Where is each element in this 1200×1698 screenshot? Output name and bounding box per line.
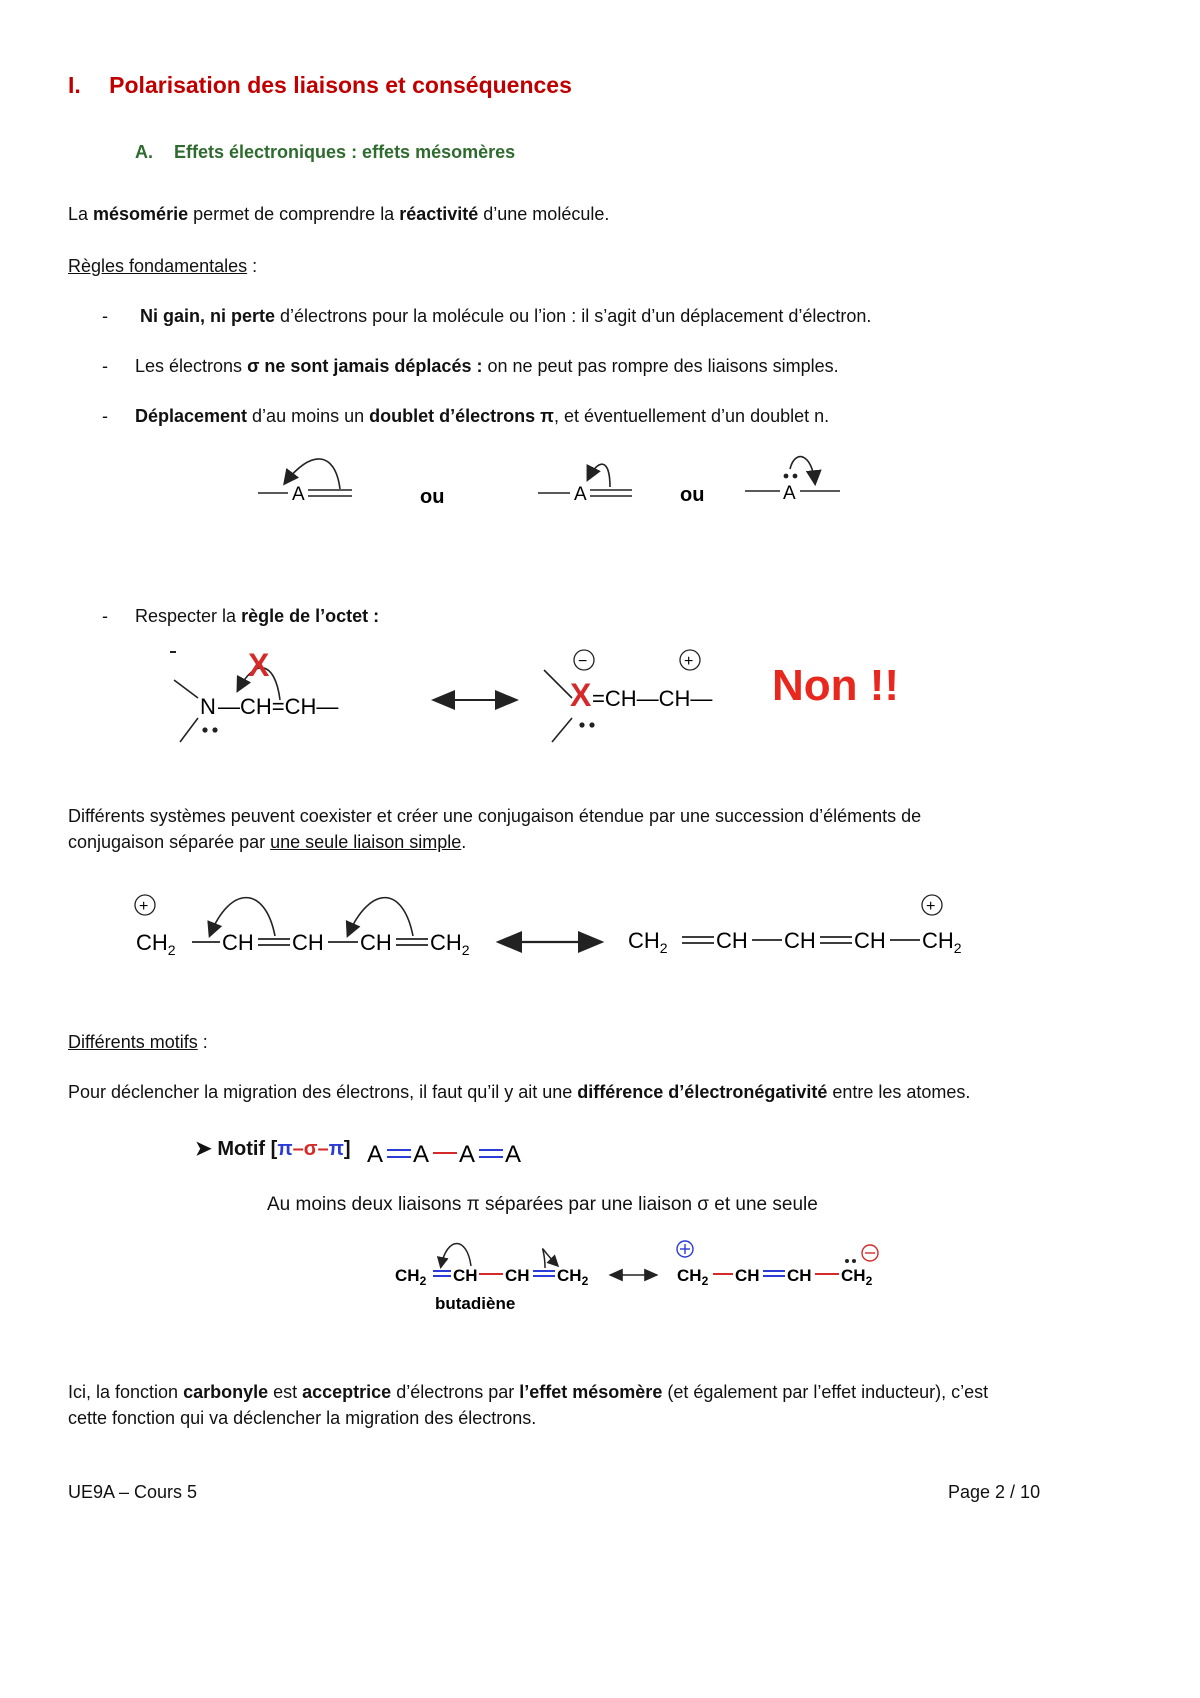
pattern-1 — [258, 459, 352, 505]
svg-text:CH2: $CH_2$ — [395, 1266, 427, 1288]
group-5: $CH_2$ — [922, 928, 962, 956]
nitrogen-label: N — [200, 694, 216, 719]
intro-paragraph: La mésomérie permet de comprendre la réactivité d’une molécule. — [68, 204, 610, 224]
svg-text:A: A — [459, 1141, 476, 1168]
svg-text:A: A — [505, 1141, 522, 1168]
rule-4: - Respecter la règle de l’octet : — [102, 606, 380, 626]
footer-course: UE9A – Cours 5 — [68, 1482, 198, 1502]
group-4: CH — [854, 928, 886, 953]
carbonyl-paragraph-line2: cette fonction qui va déclencher la migration des électrons. — [68, 1408, 537, 1428]
chain-right: =CH—CH— — [592, 686, 713, 711]
rule-1: - Ni gain, ni perte d’électrons pour la molécule ou l’ion : il s’agit d’un déplacement d’électron. — [102, 306, 872, 326]
svg-text:A: A — [413, 1141, 430, 1168]
chain-left: —CH=CH— — [218, 694, 339, 719]
svg-text:CH: CH — [505, 1266, 530, 1285]
svg-text:A: A — [367, 1141, 384, 1168]
group-5: $CH_2$ — [430, 930, 470, 958]
butadiene-resonance — [395, 1221, 955, 1316]
cross-mark-2: X — [570, 677, 592, 713]
rule-2: - Les électrons σ ne sont jamais déplacés : on ne peut pas rompre des liaisons simples. — [102, 356, 839, 376]
svg-text:CH2: $CH_2$ — [557, 1266, 589, 1288]
motif-formula — [365, 1136, 565, 1170]
minus-charge: − — [578, 653, 588, 670]
svg-text:CH: CH — [787, 1266, 812, 1285]
bullet-dash: - — [102, 356, 108, 376]
bullet-dash: - — [102, 606, 108, 626]
group-1: $CH_2$ — [136, 930, 176, 958]
butadiene-label: butadiène — [435, 1294, 516, 1313]
cross-mark-1: X — [248, 647, 270, 683]
figure-electron-shift-patterns — [240, 445, 860, 525]
group-3: CH — [292, 930, 324, 955]
right-structure — [544, 650, 712, 742]
or-label-1: ou — [420, 486, 445, 508]
arrow-bullet-icon: ➤ — [195, 1138, 212, 1160]
conjugation-paragraph-line1: Différents systèmes peuvent coexister et créer une conjugaison étendue par une succession d’éléments de — [68, 806, 922, 826]
motifs-title: Différents motifs : — [68, 1032, 208, 1052]
section-heading — [68, 72, 572, 99]
svg-text:CH: CH — [453, 1266, 478, 1285]
atom-label: A — [292, 484, 305, 505]
footer-page-number: Page 2 / 10 — [948, 1482, 1041, 1502]
non-label: Non !! — [772, 661, 900, 710]
bullet-dash: - — [102, 406, 108, 426]
group-2: CH — [222, 930, 254, 955]
svg-text:CH: CH — [735, 1266, 760, 1285]
svg-text:CH2: $CH_2$ — [677, 1266, 709, 1288]
section-number: I. — [68, 72, 81, 98]
motif-label: ➤ Motif [π–σ–π] — [195, 1138, 351, 1160]
plus-charge: + — [926, 898, 936, 915]
svg-text:A: A — [783, 483, 796, 504]
figure-extended-conjugation — [130, 880, 1080, 980]
plus-charge: + — [139, 898, 149, 915]
pattern-3 — [745, 457, 840, 504]
left-chain — [135, 895, 470, 958]
svg-text:CH2: $CH_2$ — [841, 1266, 873, 1288]
figure-octet-rule — [160, 640, 960, 750]
group-1: $CH_2$ — [628, 928, 668, 956]
bullet-dash: - — [102, 306, 108, 326]
svg-text:A: A — [574, 484, 587, 505]
motif-description: Au moins deux liaisons π séparées par une liaison σ et une seule — [267, 1194, 818, 1215]
carbonyl-paragraph-line1: Ici, la fonction carbonyle est acceptrice d’électrons par l’effet mésomère (et également par l’effet inducteur), c’est — [68, 1382, 989, 1402]
group-3: CH — [784, 928, 816, 953]
subsection-title: Effets électroniques : effets mésomères — [174, 142, 516, 162]
motifs-paragraph: Pour déclencher la migration des électrons, il faut qu’il y ait une différence d’électronégativité entre les atomes. — [68, 1082, 971, 1102]
subsection-number: A. — [135, 142, 153, 162]
rule-3: - Déplacement d’au moins un doublet d’électrons π, et éventuellement d’un doublet n. — [102, 406, 830, 426]
pattern-2 — [538, 464, 632, 505]
left-structure — [170, 647, 338, 742]
or-label-2: ou — [680, 484, 705, 506]
subsection-heading — [135, 142, 515, 163]
right-chain — [628, 895, 962, 956]
conjugation-paragraph-line2: conjugaison séparée par une seule liaison simple. — [68, 832, 467, 852]
figure-motif — [195, 1136, 955, 1316]
rules-title: Règles fondamentales : — [68, 256, 258, 276]
group-2: CH — [716, 928, 748, 953]
section-title: Polarisation des liaisons et conséquences — [109, 72, 572, 98]
group-4: CH — [360, 930, 392, 955]
plus-charge: + — [684, 653, 694, 670]
